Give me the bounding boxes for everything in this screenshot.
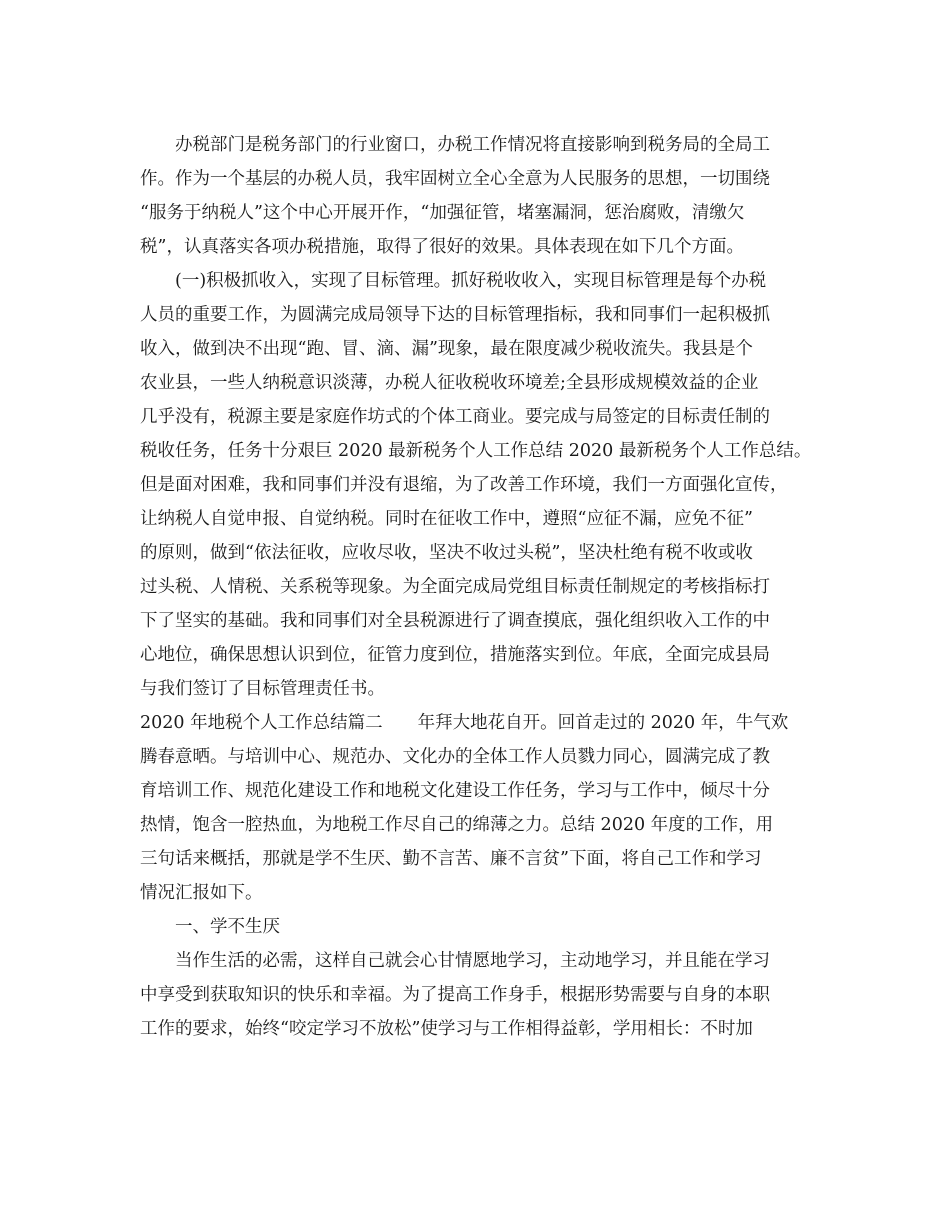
paragraph-line: 农业县，一些人纳税意识淡薄，办税人征收税收环境差;全县形成规模效益的企业 xyxy=(140,373,759,393)
paragraph-line: (一)积极抓收入，实现了目标管理。抓好税收收入，实现目标管理是每个办税 xyxy=(175,271,767,291)
paragraph-line: 情况汇报如下。 xyxy=(140,883,263,903)
paragraph-line: 三句话来概括，那就是学不生厌、勤不言苦、廉不言贫”下面，将自己工作和学习 xyxy=(140,849,762,869)
subheading-line: 一、学不生厌 xyxy=(175,917,280,937)
paragraph-line: 税收任务，任务十分艰巨 2020 最新税务个人工作总结 2020 最新税务个人工作总结。 xyxy=(140,441,812,461)
paragraph-line: 工作的要求，始终“咬定学习不放松”使学习与工作相得益彰，学用相长：不时加 xyxy=(140,1019,753,1039)
paragraph-line: 过头税、人情税、关系税等现象。为全面完成局党组目标责任制规定的考核指标打 xyxy=(140,577,770,597)
paragraph-line: 但是面对困难，我和同事们并没有退缩，为了改善工作环境，我们一方面强化宣传， xyxy=(140,475,788,495)
paragraph-line: 让纳税人自觉申报、自觉纳税。同时在征收工作中，遵照“应征不漏，应免不征” xyxy=(140,509,753,529)
paragraph-line: 心地位，确保思想认识到位，征管力度到位，措施落实到位。年底，全面完成县局 xyxy=(140,645,770,665)
paragraph-line: 作。作为一个基层的办税人员，我牢固树立全心全意为人民服务的思想，一切围绕 xyxy=(140,169,770,189)
paragraph-line: 的原则，做到“依法征收，应收尽收，坚决不收过头税”，坚决杜绝有税不收或收 xyxy=(140,543,753,563)
section-heading-line: 2020 年地税个人工作总结篇二 年拜大地花自开。回首走过的 2020 年，牛气欢 xyxy=(140,713,789,733)
paragraph-line: 下了坚实的基础。我和同事们对全县税源进行了调查摸底，强化组织收入工作的中 xyxy=(140,611,770,631)
paragraph-line: 当作生活的必需，这样自己就会心甘情愿地学习，主动地学习，并且能在学习 xyxy=(175,951,770,971)
paragraph-line: 腾春意晒。与培训中心、规范办、文化办的全体工作人员戮力同心，圆满完成了教 xyxy=(140,747,770,767)
paragraph-line: 办税部门是税务部门的行业窗口，办税工作情况将直接影响到税务局的全局工 xyxy=(175,135,770,155)
paragraph-line: 税”，认真落实各项办税措施，取得了很好的效果。具体表现在如下几个方面。 xyxy=(140,237,744,257)
paragraph-line: 中享受到获取知识的快乐和幸福。为了提高工作身手，根据形势需要与自身的本职 xyxy=(140,985,770,1005)
paragraph-line: 人员的重要工作，为圆满完成局领导下达的目标管理指标，我和同事们一起积极抓 xyxy=(140,305,770,325)
paragraph-line: 育培训工作、规范化建设工作和地税文化建设工作任务，学习与工作中，倾尽十分 xyxy=(140,781,770,801)
paragraph-line: 与我们签订了目标管理责任书。 xyxy=(140,679,385,699)
paragraph-line: 热情，饱含一腔热血，为地税工作尽自己的绵薄之力。总结 2020 年度的工作，用 xyxy=(140,815,774,835)
paragraph-line: “服务于纳税人”这个中心开展开作，“加强征管，堵塞漏洞，惩治腐败，清缴欠 xyxy=(140,203,745,223)
paragraph-line: 几乎没有，税源主要是家庭作坊式的个体工商业。要完成与局签定的目标责任制的 xyxy=(140,407,770,427)
paragraph-line: 收入，做到决不出现“跑、冒、滴、漏”现象，最在限度减少税收流失。我县是个 xyxy=(140,339,753,359)
